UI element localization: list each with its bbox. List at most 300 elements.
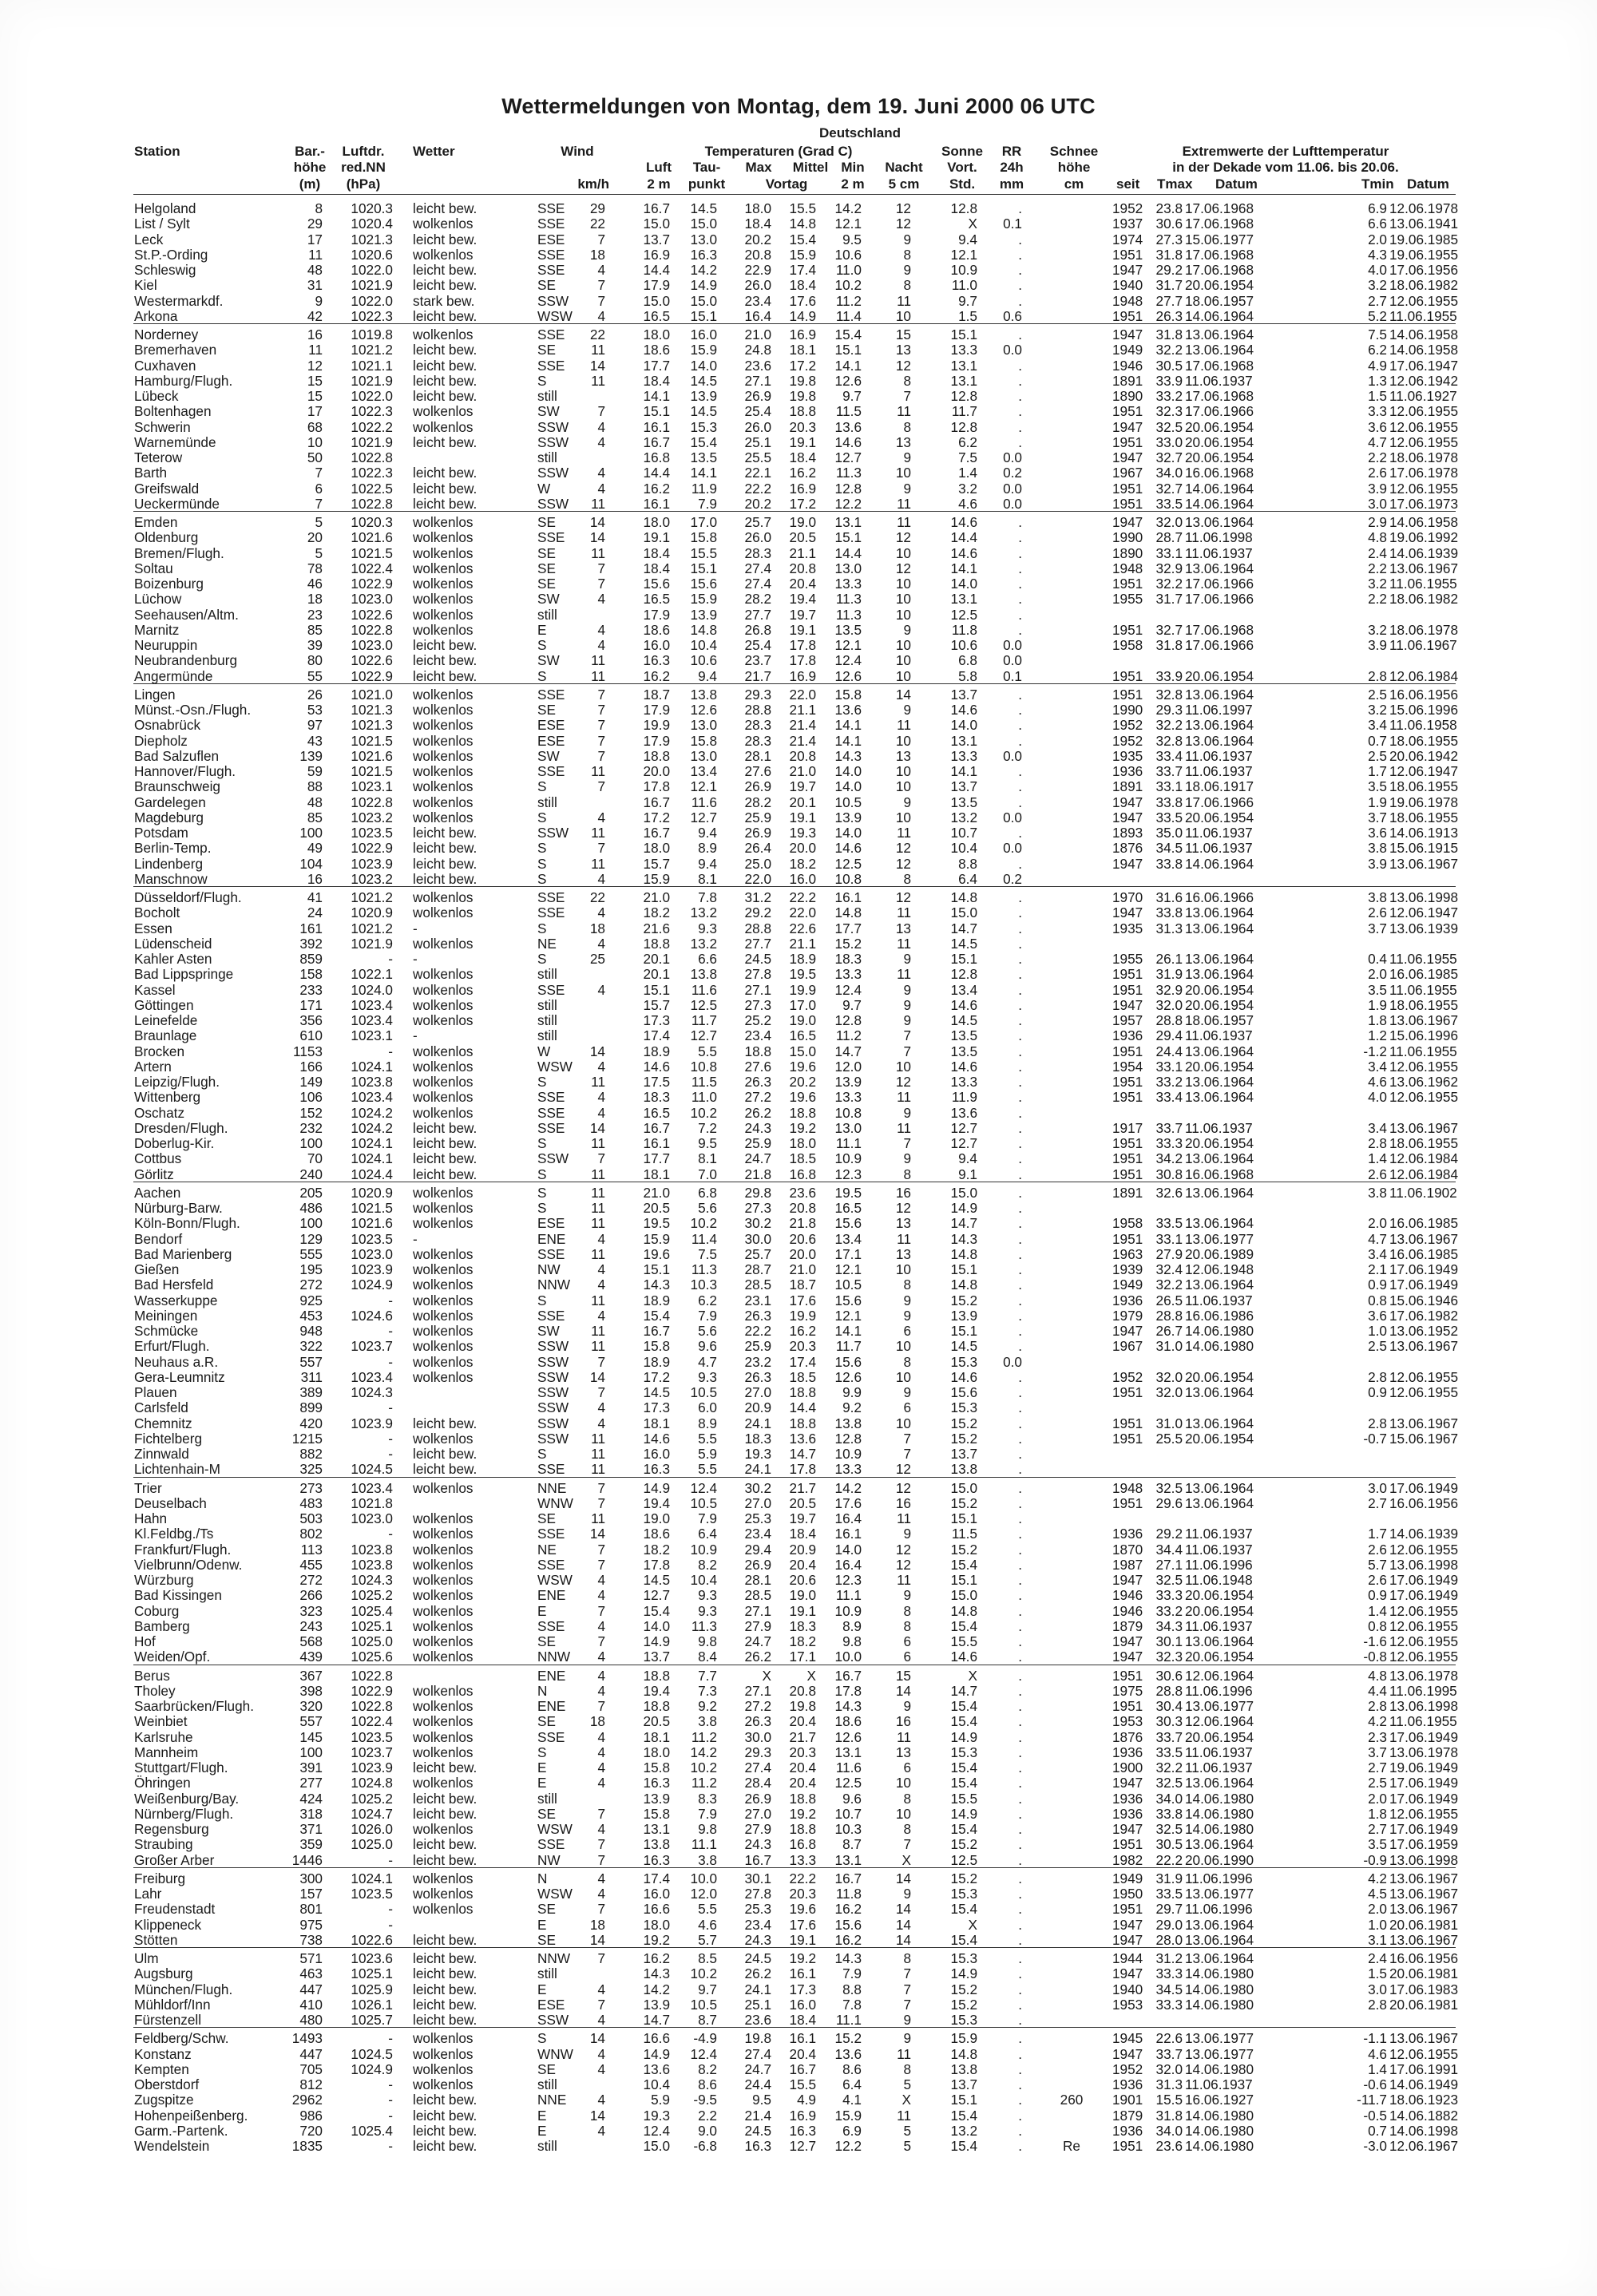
station-name: Braunlage	[134, 1027, 197, 1044]
since-year: 1951	[1112, 1150, 1143, 1167]
bar-height: 447	[299, 2045, 323, 2062]
wind-direction: SE	[537, 342, 556, 358]
tmax: 33.8	[1155, 855, 1183, 872]
dew-point: 15.6	[690, 576, 717, 592]
tmin-date: 12.06.1955	[1389, 1089, 1459, 1106]
wind-direction: SSE	[537, 763, 565, 779]
bar-height: 50	[307, 449, 323, 465]
since-year: 1951	[1112, 966, 1143, 983]
tmax: 28.7	[1155, 529, 1183, 546]
wind-direction: SSW	[537, 418, 569, 435]
bar-height: 145	[299, 1728, 323, 1745]
min-temp: 13.6	[834, 2045, 862, 2062]
min-temp: 12.4	[834, 652, 862, 669]
sunshine: 14.6	[950, 1649, 977, 1665]
air-temp: 18.4	[643, 544, 670, 561]
tmax: 32.5	[1155, 1572, 1183, 1588]
tmin-date: 13.06.1967	[1389, 1901, 1459, 1918]
group-divider	[133, 323, 1456, 324]
table-row	[0, 1186, 1597, 1201]
weather: wolkenlos	[413, 1870, 474, 1886]
tmin-date: 20.06.1981	[1389, 1965, 1459, 1982]
precipitation: .	[1018, 1965, 1022, 1982]
max-temp: 26.9	[744, 778, 771, 795]
max-temp: 24.1	[744, 1981, 771, 1997]
weather: leicht bew.	[413, 2122, 478, 2139]
dew-point: 11.6	[691, 981, 717, 998]
wind-speed: 4	[597, 2122, 605, 2139]
station-name: Göttingen	[134, 996, 194, 1013]
min-temp: 14.3	[834, 747, 862, 764]
bar-height: 359	[299, 1836, 323, 1853]
tmin: 7.5	[1368, 327, 1387, 342]
weather: leicht bew.	[413, 652, 478, 669]
sunshine: 15.3	[950, 1744, 977, 1760]
tmax: 33.3	[1155, 1996, 1183, 2013]
tmin-date: 11.06.1958	[1389, 717, 1457, 734]
table-row	[0, 1604, 1597, 1619]
air-temp: 18.6	[643, 342, 670, 358]
wind-direction: SSE	[537, 889, 565, 905]
tmin-date: 17.06.1959	[1389, 1836, 1459, 1853]
precipitation: .	[1018, 1744, 1022, 1760]
table-row	[0, 247, 1597, 263]
min-temp: 18.6	[834, 1713, 862, 1730]
tmax: 32.7	[1155, 449, 1183, 465]
weather: wolkenlos	[413, 1713, 474, 1730]
air-temp: 16.1	[643, 1135, 670, 1151]
precipitation: .	[1018, 1851, 1022, 1868]
min-temp: 12.8	[834, 1430, 862, 1447]
tmax-date: 13.06.1964	[1185, 920, 1254, 936]
max-temp: 28.8	[744, 920, 771, 936]
wind-direction: SSE	[537, 200, 565, 216]
tmin-date: 20.06.1981	[1389, 1996, 1459, 2013]
tmin-date: 12.06.1955	[1389, 292, 1459, 309]
sunshine: 13.8	[950, 1461, 977, 1478]
tmin-date: 18.06.1923	[1389, 2092, 1459, 2108]
weather: wolkenlos	[413, 1074, 474, 1090]
min-temp: 13.3	[834, 966, 862, 983]
wind-direction: W	[537, 1043, 551, 1059]
since-year: 1967	[1112, 1338, 1143, 1355]
wind-speed: 4	[597, 307, 605, 324]
max-temp: 30.2	[744, 1479, 771, 1496]
table-row	[0, 967, 1597, 982]
precipitation: .	[1018, 686, 1022, 703]
bar-height: 42	[307, 307, 323, 324]
pressure: 1022.5	[351, 480, 393, 497]
tmax: 32.3	[1155, 1649, 1183, 1665]
col-schnee-header-2: höhe	[1057, 160, 1091, 175]
sunshine: 13.1	[950, 372, 977, 389]
wind-speed: 4	[597, 480, 605, 497]
tmax-date: 11.06.1937	[1185, 1617, 1253, 1634]
precipitation: .	[1018, 1510, 1022, 1526]
station-name: Weinbiet	[134, 1713, 188, 1730]
pressure: -	[388, 1430, 393, 1447]
night-min: 8	[903, 870, 911, 887]
pressure: 1024.9	[351, 2060, 393, 2077]
tmax-date: 20.06.1954	[1185, 1587, 1254, 1604]
weather: wolkenlos	[413, 1430, 474, 1447]
min-temp: 14.3	[834, 1950, 862, 1966]
night-min: 14	[895, 1931, 911, 1948]
pressure: 1021.9	[351, 277, 393, 294]
min-temp: 14.1	[834, 1323, 862, 1339]
tmax-date: 14.06.1964	[1185, 480, 1254, 497]
wind-speed: 4	[597, 637, 605, 653]
precipitation: .	[1018, 920, 1022, 936]
bar-height: 100	[299, 1215, 323, 1232]
tmin: 2.8	[1368, 1415, 1387, 1431]
max-temp: 25.4	[744, 637, 771, 653]
precipitation: .	[1018, 2060, 1022, 2077]
min-temp: 10.8	[834, 1104, 862, 1121]
pressure: -	[388, 1851, 393, 1868]
precipitation: 0.0	[1003, 449, 1022, 465]
mean-temp: 18.4	[789, 277, 816, 294]
wind-speed: 14	[589, 2030, 605, 2047]
sunshine: 14.6	[950, 702, 977, 718]
min-temp: 14.0	[834, 1541, 862, 1558]
dew-point: 7.2	[698, 1119, 717, 1136]
station-name: Kl.Feldbg./Ts	[134, 1526, 214, 1542]
mean-temp: 19.8	[789, 1698, 816, 1714]
station-name: Frankfurt/Flugh.	[134, 1541, 232, 1558]
max-temp: 20.2	[744, 495, 771, 512]
max-temp: 24.3	[744, 1119, 771, 1136]
min-temp: 13.9	[834, 1074, 862, 1090]
tmin-date: 14.06.1882	[1389, 2107, 1459, 2124]
tmin-date: 13.06.1967	[1389, 1230, 1459, 1247]
precipitation: .	[1018, 1494, 1022, 1511]
bar-height: 2962	[291, 2092, 323, 2108]
tmin: 0.7	[1368, 732, 1387, 749]
min-temp: 11.3	[835, 465, 862, 481]
sunshine: 15.3	[950, 1399, 977, 1416]
tmax: 30.6	[1155, 1667, 1183, 1684]
pressure: 1023.2	[351, 870, 393, 887]
mean-temp: 21.1	[789, 702, 816, 718]
pressure: 1023.9	[351, 855, 393, 872]
wind-direction: ENE	[537, 1698, 566, 1714]
since-year: 1870	[1112, 1541, 1143, 1558]
mean-temp: 21.8	[789, 1215, 816, 1232]
weather: wolkenlos	[413, 1184, 474, 1201]
tmax: 33.9	[1155, 372, 1183, 389]
wind-speed: 4	[597, 905, 605, 921]
station-name: Wittenberg	[134, 1089, 201, 1106]
pressure: 1021.3	[351, 717, 393, 734]
min-temp: 15.6	[834, 1215, 862, 1232]
tmin: 1.2	[1368, 1027, 1387, 1044]
air-temp: 15.8	[643, 1338, 670, 1355]
dew-point: 14.5	[690, 372, 717, 389]
night-min: 5	[903, 2138, 911, 2154]
dew-point: 13.8	[690, 686, 717, 703]
station-name: Diepholz	[134, 732, 188, 749]
sunshine: 15.1	[950, 2092, 977, 2108]
dew-point: 15.9	[690, 342, 717, 358]
precipitation: .	[1018, 905, 1022, 921]
table-row	[0, 465, 1597, 481]
tmin: -1.6	[1363, 1633, 1387, 1649]
tmax: 31.8	[1155, 246, 1183, 263]
table-row	[0, 952, 1597, 967]
precipitation: 0.0	[1003, 342, 1022, 358]
since-year: 1951	[1112, 1166, 1143, 1182]
sunshine: 15.4	[950, 1821, 977, 1837]
col-sonne-header-1: Sonne	[941, 144, 983, 159]
mean-temp: 18.8	[789, 1790, 816, 1807]
station-name: Leinefelde	[134, 1012, 198, 1028]
night-min: 11	[897, 905, 911, 921]
dew-point: 8.7	[698, 2012, 717, 2028]
station-name: Ueckermünde	[134, 495, 220, 512]
tmax-date: 20.06.1954	[1185, 1058, 1254, 1075]
min-temp: 12.5	[834, 1775, 862, 1791]
mean-temp: 21.1	[789, 935, 816, 952]
mean-temp: 19.7	[789, 1510, 816, 1526]
dew-point: 14.8	[690, 621, 717, 638]
table-row	[0, 1293, 1597, 1308]
night-min: 10	[895, 591, 911, 608]
station-name: Hahn	[134, 1510, 168, 1526]
mean-temp: 16.1	[789, 1965, 816, 1982]
air-temp: 13.8	[643, 1836, 670, 1853]
tmin-date: 14.06.1958	[1389, 514, 1459, 530]
sunshine: 14.3	[950, 1230, 977, 1247]
air-temp: 15.1	[643, 981, 670, 998]
weather: leicht bew.	[413, 1805, 478, 1822]
max-temp: 27.4	[744, 560, 771, 576]
weather: wolkenlos	[413, 1744, 474, 1760]
min-temp: 12.6	[834, 1368, 862, 1385]
air-temp: 5.9	[651, 2092, 670, 2108]
dew-point: 10.5	[690, 1494, 717, 1511]
since-year: 1936	[1112, 2122, 1143, 2139]
bar-height: 277	[299, 1775, 323, 1791]
bar-height: 80	[307, 652, 323, 669]
pressure: 1025.1	[351, 1617, 393, 1634]
mean-temp: 19.0	[789, 1012, 816, 1028]
max-temp: 27.8	[744, 966, 771, 983]
mean-temp: 15.4	[789, 231, 816, 247]
tmax: 30.3	[1155, 1713, 1183, 1730]
col-luftdr-header-2: red.NN	[341, 160, 386, 175]
dew-point: 12.7	[690, 1027, 717, 1044]
table-row	[0, 1966, 1597, 1981]
precipitation: 0.2	[1003, 465, 1022, 481]
weather: -	[413, 1230, 418, 1247]
max-temp: 27.0	[744, 1384, 771, 1400]
col-schnee-header-1: Schnee	[1049, 144, 1099, 159]
station-name: Neuruppin	[134, 637, 198, 653]
tmax-date: 13.06.1964	[1185, 1277, 1254, 1293]
pressure: 1022.6	[351, 606, 393, 623]
station-name: Boizenburg	[134, 576, 204, 592]
table-row	[0, 983, 1597, 998]
mean-temp: 16.5	[789, 1027, 816, 1044]
air-temp: 14.0	[643, 1617, 670, 1634]
tmax: 31.9	[1155, 1870, 1183, 1886]
tmin-date: 11.06.1955	[1389, 1713, 1457, 1730]
pressure: 1023.7	[351, 1744, 393, 1760]
max-temp: 28.2	[744, 591, 771, 608]
air-temp: 10.4	[643, 2076, 670, 2092]
wind-direction: S	[537, 870, 547, 887]
tmax-date: 18.06.1957	[1185, 1012, 1254, 1028]
tmax-date: 13.06.1964	[1185, 1931, 1254, 1948]
min-temp: 16.5	[834, 1200, 862, 1216]
tmax: 30.6	[1155, 216, 1183, 232]
tmin: 1.3	[1368, 372, 1387, 389]
tmax: 28.8	[1155, 1307, 1183, 1324]
mean-temp: 20.5	[789, 1494, 816, 1511]
weather: wolkenlos	[413, 1261, 474, 1277]
since-year: 1951	[1112, 1494, 1143, 1511]
wind-direction: still	[537, 449, 557, 465]
since-year: 1953	[1112, 1996, 1143, 2013]
tmax: 31.7	[1155, 277, 1183, 294]
pressure: 1024.2	[351, 1104, 393, 1121]
bar-height: 17	[307, 403, 323, 420]
mean-temp: 20.6	[789, 1230, 816, 1247]
tmin: 2.0	[1368, 1215, 1387, 1232]
dew-point: 11.2	[691, 1775, 717, 1791]
min-temp: 11.0	[835, 262, 862, 278]
wind-speed: 11	[591, 1430, 605, 1447]
precipitation: 0.1	[1003, 216, 1022, 232]
wind-speed: 7	[597, 403, 605, 420]
tmin: 4.7	[1368, 433, 1387, 450]
mean-temp: 20.3	[789, 1338, 816, 1355]
max-temp: 22.2	[744, 480, 771, 497]
min-temp: 7.9	[842, 1965, 862, 1982]
wind-direction: NNE	[537, 2092, 567, 2108]
dew-point: 9.8	[698, 1633, 717, 1649]
weather: leicht bew.	[413, 855, 478, 872]
max-temp: 23.7	[744, 652, 771, 669]
pressure: 1021.2	[351, 342, 393, 358]
precipitation: .	[1018, 1713, 1022, 1730]
tmin-date: 14.06.1913	[1389, 825, 1459, 841]
table-row	[0, 1775, 1597, 1791]
pressure: 1023.0	[351, 1510, 393, 1526]
tmax-date: 13.06.1964	[1185, 1184, 1254, 1201]
max-temp: 27.4	[744, 576, 771, 592]
weather: wolkenlos	[413, 1901, 474, 1918]
table-row	[0, 404, 1597, 419]
since-year: 1952	[1112, 717, 1143, 734]
pressure: -	[388, 951, 393, 967]
weather: leicht bew.	[413, 2012, 478, 2028]
dew-point: 9.5	[698, 1135, 717, 1151]
table-row	[0, 890, 1597, 905]
wind-direction: NW	[537, 1261, 561, 1277]
col-station-header: Station	[134, 144, 180, 159]
pressure: 1025.4	[351, 1602, 393, 1619]
sunshine: 15.1	[950, 1323, 977, 1339]
group-divider	[133, 886, 1456, 887]
max-temp: 24.7	[744, 1633, 771, 1649]
min-temp: 11.3	[835, 606, 862, 623]
wind-direction: SW	[537, 403, 560, 420]
tmax: 28.0	[1155, 1931, 1183, 1948]
pressure: 1023.5	[351, 1230, 393, 1247]
wind-speed: 4	[597, 262, 605, 278]
since-year: 1947	[1112, 855, 1143, 872]
wind-direction: SSW	[537, 1415, 569, 1431]
air-temp: 17.8	[643, 1556, 670, 1573]
group-divider	[133, 2027, 1456, 2028]
dew-point: 4.6	[698, 1916, 717, 1933]
pressure: 1025.2	[351, 1587, 393, 1604]
since-year: 1951	[1112, 307, 1143, 324]
since-year: 1946	[1112, 1587, 1143, 1604]
tmin-date: 11.06.1955	[1389, 981, 1457, 998]
air-temp: 18.6	[643, 621, 670, 638]
group-divider	[133, 1867, 1456, 1868]
tmax: 33.1	[1155, 1058, 1183, 1075]
tmin-date: 15.06.1946	[1389, 1292, 1459, 1308]
tmin: 2.8	[1368, 1996, 1387, 2013]
wind-direction: S	[537, 778, 547, 795]
weather: leicht bew.	[413, 1150, 478, 1167]
table-row	[0, 1355, 1597, 1370]
wind-direction: SSW	[537, 495, 569, 512]
since-year: 1936	[1112, 1805, 1143, 1822]
station-name: Dresden/Flugh.	[134, 1119, 228, 1136]
since-year: 1951	[1112, 2138, 1143, 2154]
wind-speed: 11	[591, 1461, 605, 1478]
pressure: 1022.9	[351, 576, 393, 592]
bar-height: 41	[307, 889, 323, 905]
since-year: 1951	[1112, 1089, 1143, 1106]
night-min: 9	[903, 2012, 911, 2028]
min-temp: 14.1	[834, 732, 862, 749]
air-temp: 16.8	[643, 449, 670, 465]
max-temp: 24.4	[744, 2076, 771, 2092]
wind-speed: 11	[591, 1215, 605, 1232]
wind-speed: 11	[591, 855, 605, 872]
since-year: 1936	[1112, 1292, 1143, 1308]
weather: wolkenlos	[413, 778, 474, 795]
max-temp: 28.5	[744, 1587, 771, 1604]
min-temp: 15.2	[834, 935, 862, 952]
tmin: 3.2	[1368, 576, 1387, 592]
max-temp: 26.9	[744, 1790, 771, 1807]
wind-direction: still	[537, 794, 557, 810]
station-name: Chemnitz	[134, 1415, 192, 1431]
tmin-date: 18.06.1955	[1389, 732, 1459, 749]
min-temp: 10.9	[834, 1446, 862, 1462]
tmin: 3.0	[1368, 495, 1387, 512]
wind-direction: ESE	[537, 231, 565, 247]
wind-direction: SE	[537, 560, 556, 576]
tmax-date: 14.06.1980	[1185, 1965, 1254, 1982]
tmin-date: 17.06.1947	[1389, 357, 1459, 374]
tmax: 25.5	[1155, 1430, 1183, 1447]
bar-height: 6	[315, 480, 323, 497]
table-row	[0, 1232, 1597, 1247]
night-min: 10	[895, 809, 911, 825]
tmax-date: 13.06.1964	[1185, 1089, 1254, 1106]
tmax-date: 14.06.1980	[1185, 1981, 1254, 1997]
air-temp: 20.0	[643, 763, 670, 779]
min-temp: 14.2	[834, 1479, 862, 1496]
